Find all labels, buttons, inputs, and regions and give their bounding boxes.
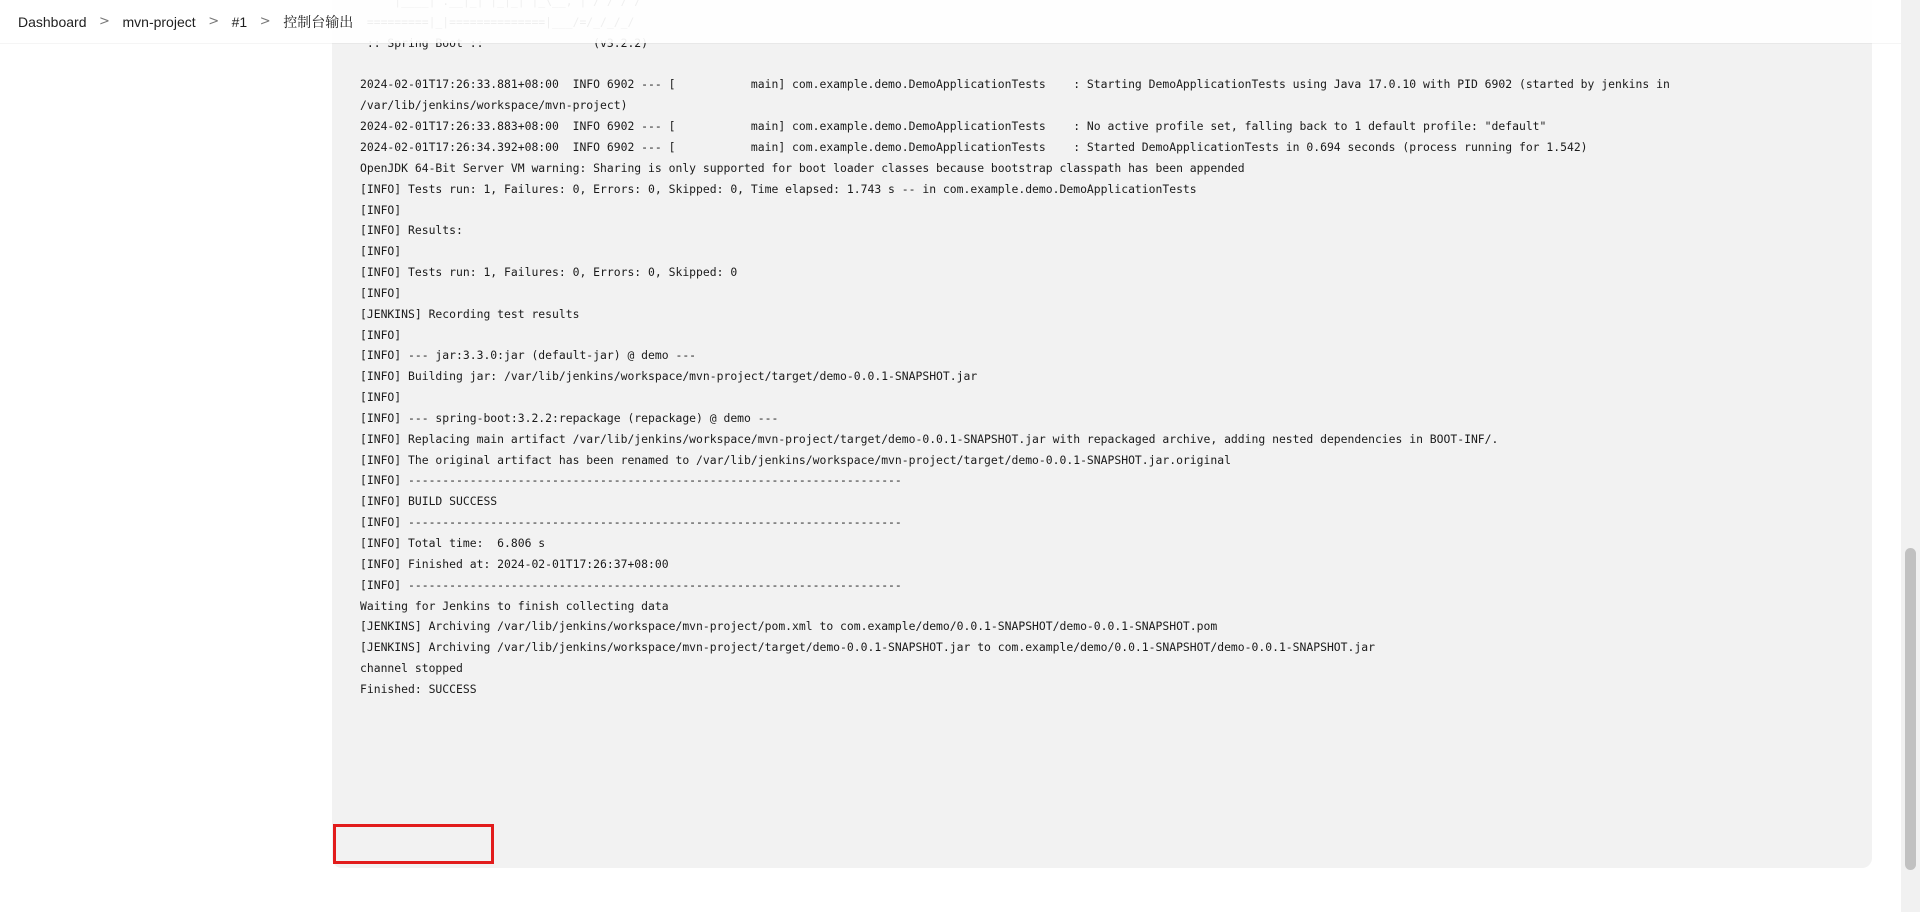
console-line: [INFO] Replacing main artifact /var/lib/jenkins/workspace/mvn-project/target/demo-0.0.1-SNAPSHOT.jar with repackaged archive, adding nested dependencies in BOOT-INF/. [360, 431, 1499, 446]
console-line: 2024-02-01T17:26:33.881+08:00 INFO 6902 --- [ main] com.example.demo.DemoApplicationTests : Starting DemoApplicationTests using Java 17.0.10 with PID 6902 (started by jenkins in [360, 77, 1670, 92]
console-line: Waiting for Jenkins to finish collecting data [360, 598, 669, 613]
console-line: 2024-02-01T17:26:33.883+08:00 INFO 6902 --- [ main] com.example.demo.DemoApplicationTests : No active profile set, falling back to 1 default profile: "default" [360, 119, 1547, 134]
breadcrumb-console-output[interactable]: 控制台输出 [283, 13, 354, 30]
breadcrumb-project[interactable]: mvn-project [122, 13, 196, 30]
console-line: [INFO] ------------------------------------------------------------------------ [360, 473, 902, 488]
console-line: [INFO] The original artifact has been renamed to /var/lib/jenkins/workspace/mvn-project/target/demo-0.0.1-SNAPSHOT.jar.original [360, 452, 1231, 467]
console-line: [INFO] ------------------------------------------------------------------------ [360, 577, 902, 592]
breadcrumb-dashboard[interactable]: Dashboard [18, 13, 87, 30]
scrollbar-thumb[interactable] [1905, 548, 1916, 870]
chevron-right-icon: > [99, 14, 110, 29]
console-line: [INFO] Building jar: /var/lib/jenkins/workspace/mvn-project/target/demo-0.0.1-SNAPSHOT.jar [360, 369, 978, 384]
console-line: [INFO] --- jar:3.3.0:jar (default-jar) @ demo --- [360, 348, 697, 363]
console-line: [INFO] --- spring-boot:3.2.2:repackage (repackage) @ demo --- [360, 410, 779, 425]
chevron-right-icon: > [259, 14, 271, 29]
console-line: [INFO] Finished at: 2024-02-01T17:26:37+08:00 [360, 556, 669, 571]
console-line: [INFO] [360, 202, 402, 217]
breadcrumb [0, 0, 1901, 43]
console-line: [INFO] [360, 390, 402, 405]
console-line: OpenJDK 64-Bit Server VM warning: Sharing is only supported for boot loader classes because bootstrap classpath has been appended [360, 160, 1245, 175]
console-line: /var/lib/jenkins/workspace/mvn-project) [360, 98, 628, 113]
console-line: [INFO] Results: [360, 223, 463, 238]
page-scrollbar[interactable] [1901, 0, 1920, 912]
console-line: [INFO] Total time: 6.806 s [360, 536, 546, 550]
console-line: [JENKINS] Archiving /var/lib/jenkins/workspace/mvn-project/pom.xml to com.example/demo/0.0.1-SNAPSHOT/demo-0.0.1-SNAPSHOT.pom [360, 619, 1218, 634]
console-line [360, 54, 1670, 75]
console-line: [INFO] Tests run: 1, Failures: 0, Errors: 0, Skipped: 0, Time elapsed: 1.743 s -- in com.example.demo.DemoApplicationTests [360, 181, 1197, 196]
console-line: [INFO] [360, 244, 402, 259]
console-line: 2024-02-01T17:26:34.392+08:00 INFO 6902 --- [ main] com.example.demo.DemoApplicationTests : Started DemoApplicationTests in 0.694 seconds (process running for 1.542) [360, 139, 1588, 154]
console-line: channel stopped [360, 661, 463, 676]
console-line: [INFO] Tests run: 1, Failures: 0, Errors: 0, Skipped: 0 [360, 265, 738, 280]
chevron-right-icon: > [208, 14, 220, 29]
console-output [360, 0, 1670, 700]
console-line: [JENKINS] Recording test results [360, 306, 580, 321]
console-line: [INFO] BUILD SUCCESS [360, 494, 498, 509]
console-line: Finished: SUCCESS [360, 681, 477, 696]
console-output-panel [332, 0, 1872, 868]
console-line: [INFO] ------------------------------------------------------------------------ [360, 515, 902, 530]
console-line: [JENKINS] Archiving /var/lib/jenkins/workspace/mvn-project/target/demo-0.0.1-SNAPSHOT.jar to com.example/demo/0.0.1-SNAPSHOT/demo-0.0.1-SNAPSHOT.jar [360, 640, 1375, 655]
console-line: [INFO] [360, 285, 402, 300]
breadcrumb-build[interactable]: #1 [231, 13, 248, 30]
console-line: [INFO] [360, 327, 402, 342]
